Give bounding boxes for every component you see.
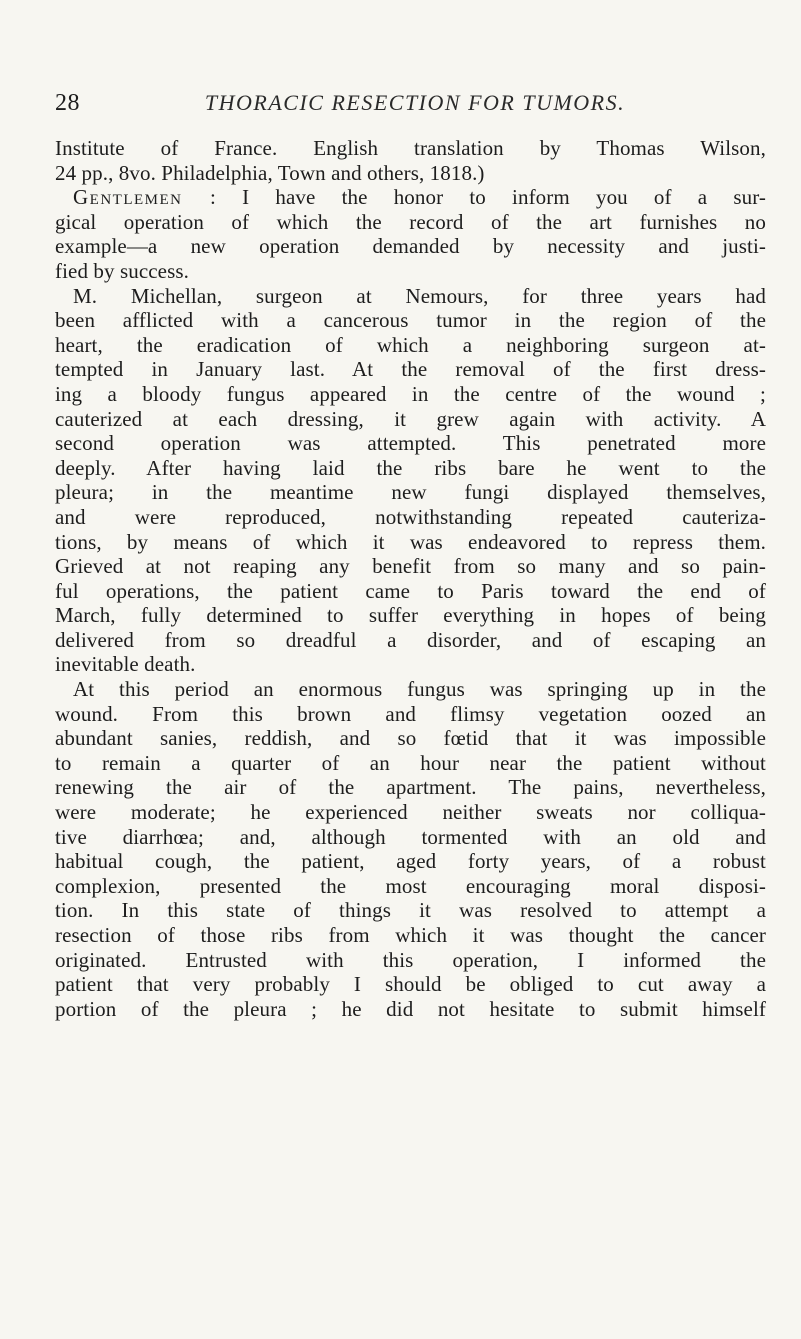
text-line: gical operation of which the record of the art furnishes no xyxy=(55,209,766,234)
text-line: portion of the pleura ; he did not hesitate to submit himself xyxy=(55,996,766,1021)
text-line: resection of those ribs from which it was thought the cancer xyxy=(55,923,766,947)
text-line: patient that very probably I should be obliged to cut away a xyxy=(55,972,766,997)
text-line: to remain a quarter of an hour near the patient without xyxy=(55,750,766,775)
text-line: tive diarrhœa; and, although tormented with an old and xyxy=(55,824,766,849)
running-head: THORACIC RESECTION FOR TUMORS. xyxy=(204,90,626,115)
text-line: tion. In this state of things it was resolved to attempt a xyxy=(55,898,766,923)
text-line: deeply. After having laid the ribs bare he went to the xyxy=(55,455,766,480)
text-line: example—a new operation demanded by necessity and justi- xyxy=(55,234,766,259)
text-line: wound. From this brown and flimsy vegetation oozed an xyxy=(55,701,766,726)
text-line: cauterized at each dressing, it grew again with activity. A xyxy=(55,406,766,431)
text-line: pleura; in the meantime new fungi displayed themselves, xyxy=(55,480,766,505)
text-line: were moderate; he experienced neither sweats nor colliqua- xyxy=(55,800,766,825)
text-line: 24 pp., 8vo. Philadelphia, Town and others, 1818.) xyxy=(55,160,485,185)
text-line: M. Michellan, surgeon at Nemours, for three years had xyxy=(73,283,766,308)
text-line: At this period an enormous fungus was springing up in the xyxy=(73,677,766,702)
text-line: tempted in January last. At the removal of the first dress- xyxy=(55,357,766,382)
text-line: and were reproduced, notwithstanding repeated cauteriza- xyxy=(55,504,766,529)
page-number: 28 xyxy=(55,90,80,116)
page-header xyxy=(55,90,775,126)
text-line: ful operations, the patient came to Paris toward the end of xyxy=(55,578,766,603)
text-line: fied by success. xyxy=(55,258,189,283)
text-line: Grieved at not reaping any benefit from so many and so pain- xyxy=(55,554,766,579)
text-line: inevitable death. xyxy=(55,652,196,677)
text-line: second operation was attempted. This penetrated more xyxy=(55,431,766,456)
text-line: ing a bloody fungus appeared in the centre of the wound ; xyxy=(55,381,766,406)
text-line: renewing the air of the apartment. The pains, nevertheless, xyxy=(55,775,766,800)
text-line: originated. Entrusted with this operation, I informed the xyxy=(55,947,766,972)
text-line: abundant sanies, reddish, and so fœtid that it was impossible xyxy=(55,726,766,751)
text-line: Institute of France. English translation by Thomas Wilson, xyxy=(55,136,766,160)
text-line: tions, by means of which it was endeavored to repress them. xyxy=(55,529,766,554)
text-line: habitual cough, the patient, aged forty years, of a robust xyxy=(55,849,766,874)
text-line: delivered from so dreadful a disorder, and of escaping an xyxy=(55,627,766,652)
text-line: Gentlemen : I have the honor to inform you of a sur- xyxy=(73,185,767,210)
text-line: March, fully determined to suffer everything in hopes of being xyxy=(55,603,766,628)
body-text xyxy=(55,136,766,1021)
text-line: been afflicted with a cancerous tumor in the region of the xyxy=(55,308,766,333)
text-line: complexion, presented the most encouraging moral disposi- xyxy=(55,873,766,898)
text-line: heart, the eradication of which a neighboring surgeon at- xyxy=(55,332,766,357)
